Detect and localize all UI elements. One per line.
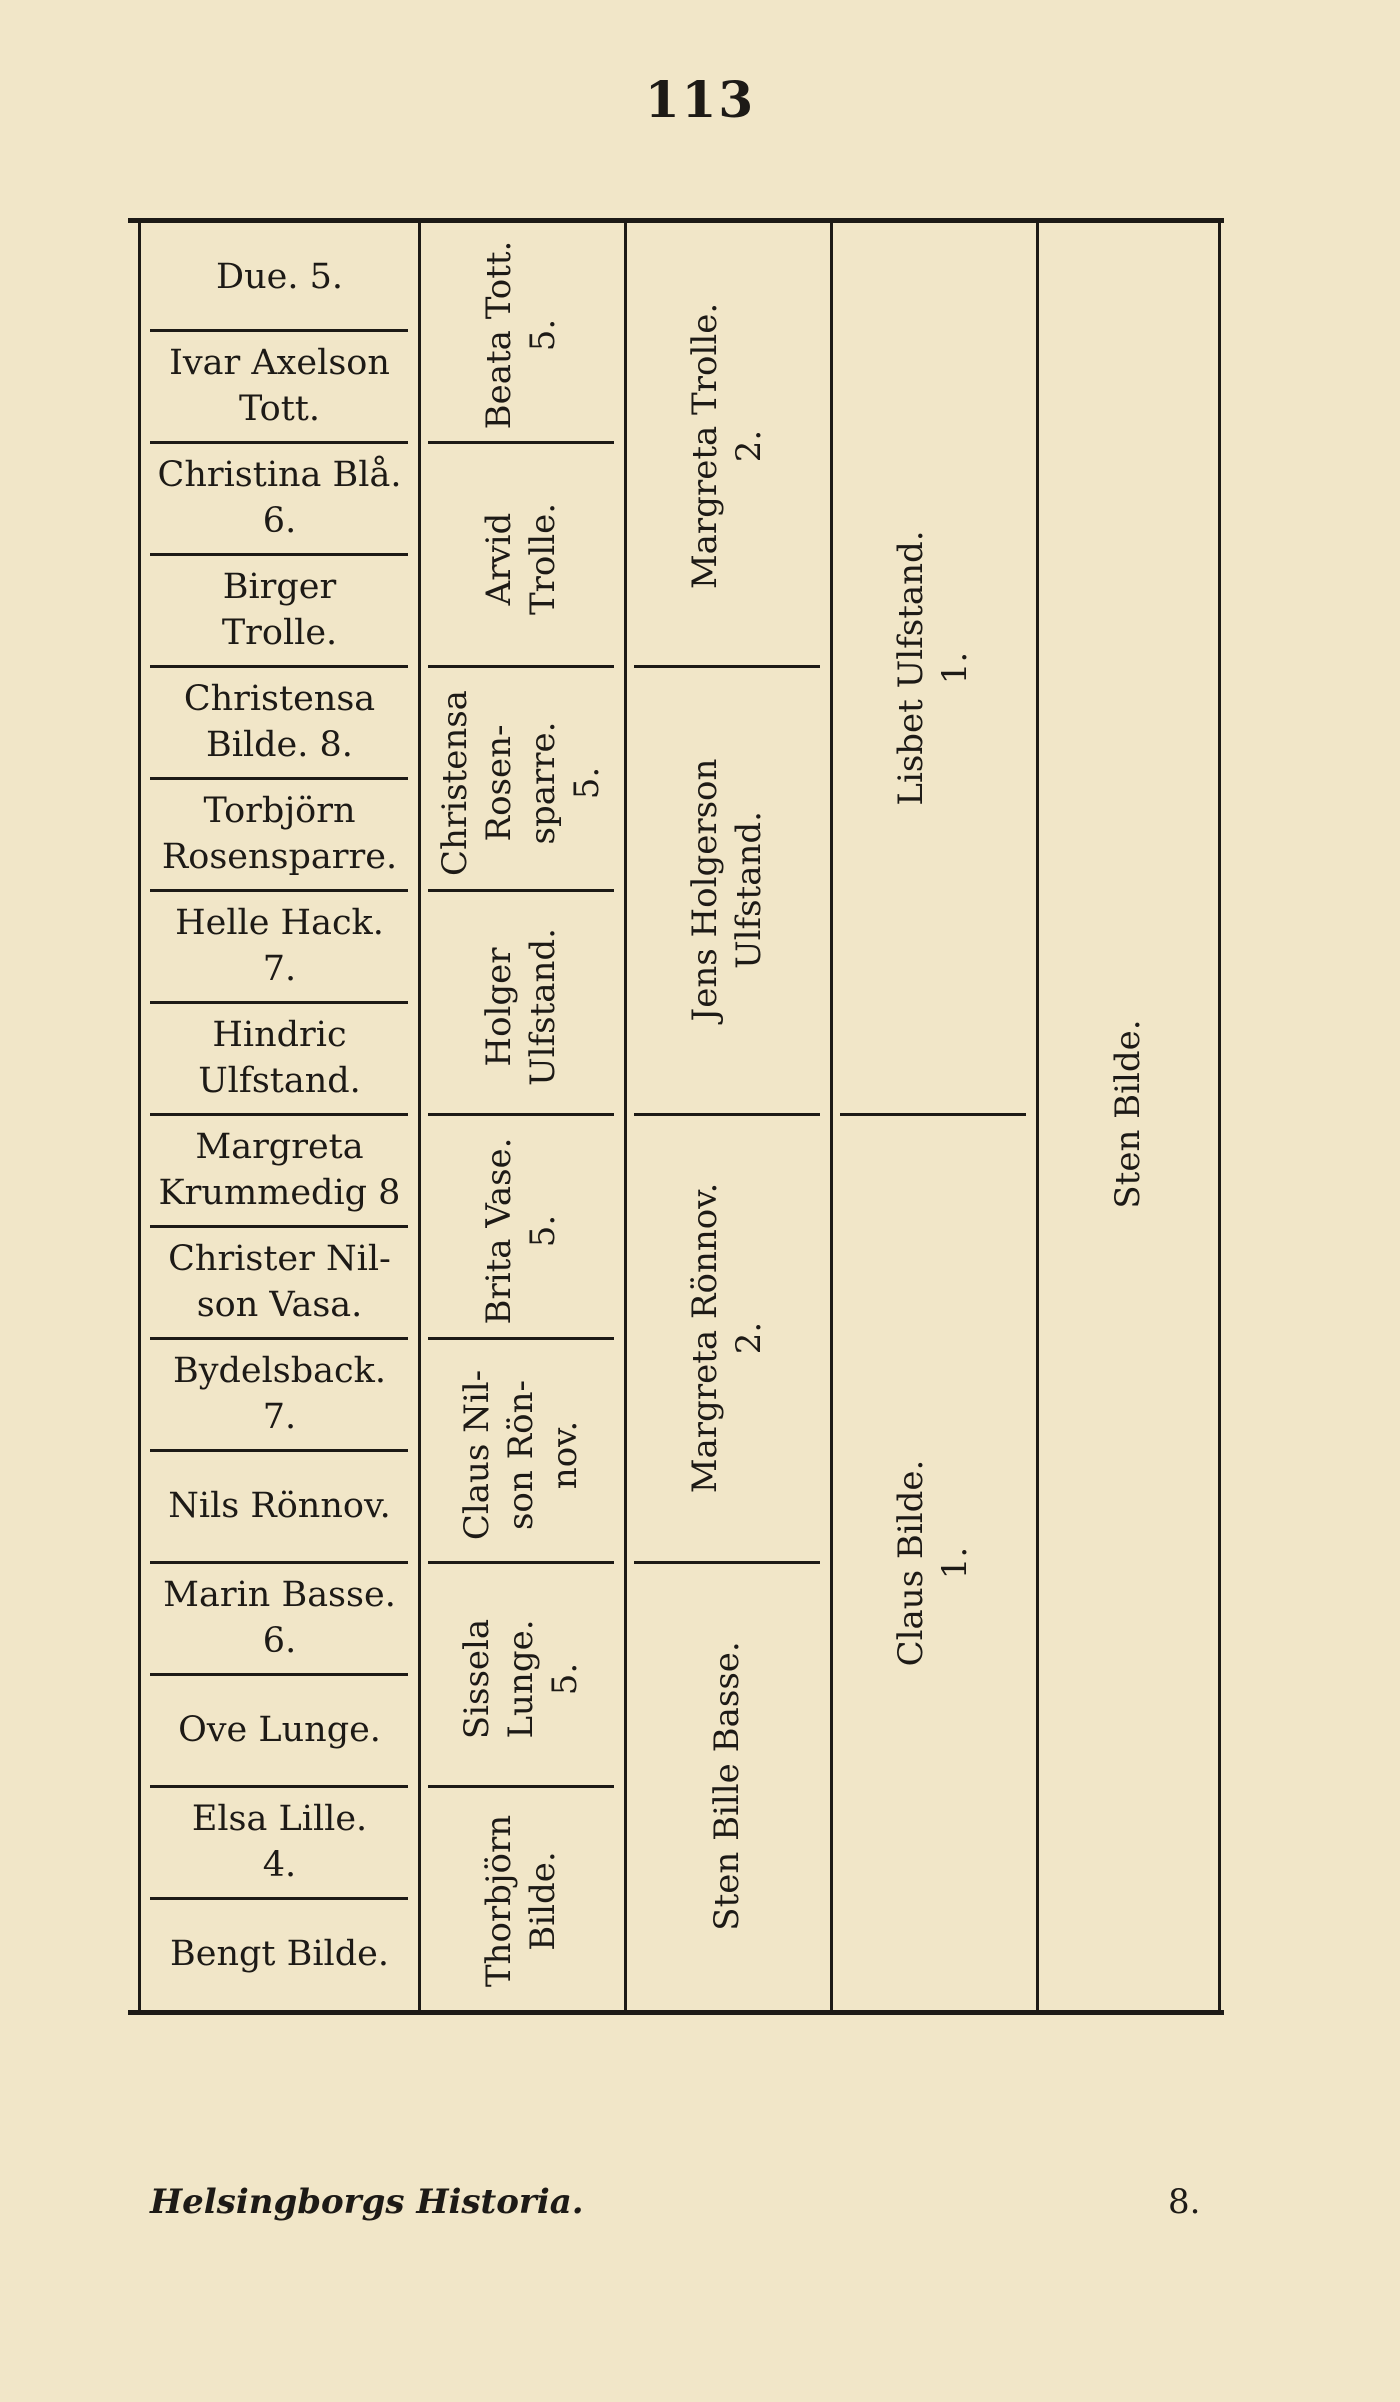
table-cell-col3: Jens Holgerson Ulfstand. [685,758,769,1022]
table-right-border [1218,218,1221,2015]
row-separator [150,1561,408,1564]
table-cell-col2: Arvid Trolle. [479,502,563,616]
table-cell-col1: Bengt Bilde. [170,1934,389,1974]
row-separator [428,441,614,444]
row-separator [150,1337,408,1340]
table-cell-col1: Bydelsback. 7. [173,1351,386,1437]
row-separator [150,1449,408,1452]
table-cell-col1: Christer Nil- son Vasa. [168,1239,391,1325]
table-cell-col1: Ivar Axelson Tott. [169,343,390,429]
row-separator [428,1561,614,1564]
table-cell-col2: Christensa Rosen- sparre. 5. [435,690,607,876]
row-separator [428,1113,614,1116]
row-separator [150,777,408,780]
table-cell-col1: Nils Rönnov. [168,1486,391,1526]
table-cell-col1: Margreta Krummedig 8 [158,1127,401,1213]
row-separator [428,665,614,668]
table-cell-col2: Brita Vase. 5. [479,1137,563,1325]
row-separator [634,665,820,668]
row-separator [428,1785,614,1788]
row-separator [428,1337,614,1340]
table-cell-col1: Ove Lunge. [178,1710,381,1750]
table-cell-col3: Margreta Rönnov. 2. [685,1182,769,1494]
table-cell-col2: Thorbjörn Bilde. [479,1814,563,1988]
column-separator [418,218,421,2010]
table-cell-col2: Beata Tott. 5. [479,240,563,430]
row-separator [150,553,408,556]
table-cell-col1: Birger Trolle. [221,567,338,653]
genealogy-table [128,218,1224,2015]
row-separator [150,1113,408,1116]
table-cell-col1: Christensa Bilde. 8. [183,679,376,765]
row-separator [150,889,408,892]
row-separator [150,1001,408,1004]
row-separator [150,1785,408,1788]
column-separator [1036,218,1039,2010]
table-cell-col2: Claus Nil- son Rön- nov. [457,1369,585,1541]
table-cell-col3: Sten Bille Basse. [707,1641,747,1931]
table-cell-col1: Christina Blå. 6. [157,455,402,541]
row-separator [150,1897,408,1900]
table-cell-col5: Sten Bilde. [1108,1019,1148,1209]
table-bottom-border [128,2010,1224,2015]
row-separator [150,441,408,444]
column-separator [830,218,833,2010]
row-separator [634,1113,820,1116]
table-cell-col1: Helle Hack. 7. [175,903,384,989]
column-separator [624,218,627,2010]
table-cell-col4: Claus Bilde. 1. [891,1459,975,1667]
row-separator [150,1225,408,1228]
row-separator [840,1113,1026,1116]
table-cell-col1: Elsa Lille. 4. [191,1799,368,1885]
row-separator [428,889,614,892]
footer-book-title: Helsingborgs Historia. [150,2182,584,2222]
table-cell-col1: Marin Basse. 6. [163,1575,396,1661]
table-cell-col1: Torbjörn Rosensparre. [161,791,398,877]
page-number: 113 [644,70,756,129]
table-cell-col3: Margreta Trolle. 2. [685,302,769,590]
table-cell-col1: Hindric Ulfstand. [198,1015,361,1101]
footer-sheet-number: 8. [1168,2182,1201,2222]
row-separator [150,665,408,668]
table-cell-col4: Lisbet Ulfstand. 1. [891,530,975,806]
row-separator [150,1673,408,1676]
table-cell-col1: Due. 5. [216,256,343,297]
row-separator [150,329,408,332]
table-cell-col2: Holger Ulfstand. [479,928,563,1086]
table-cell-col2: Sissela Lunge. 5. [457,1618,585,1740]
row-separator [634,1561,820,1564]
